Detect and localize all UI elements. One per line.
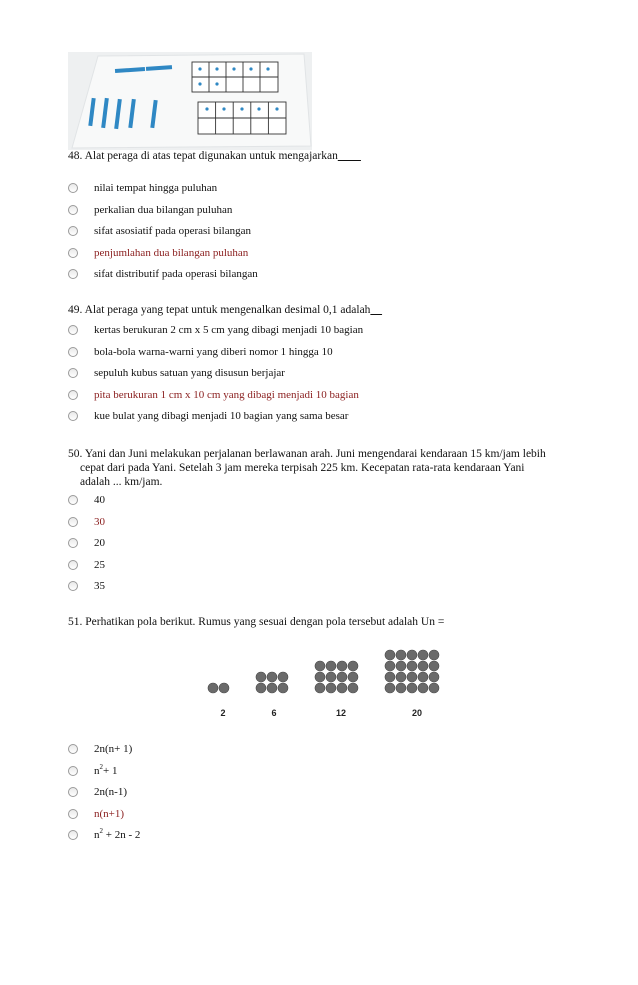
pattern-dot: [396, 661, 406, 671]
radio-button-icon[interactable]: [68, 581, 78, 591]
question-50-text: 50. Yani dan Juni melakukan perjalanan berlawanan arah. Juni mengendarai kendaraan 15 km/jam lebih cepat dari pada Yani. Setelah 3 jam mereka terpisah 225 km. Kecepatan rata-rata kendaraan Yani adalah ... km/jam.: [68, 448, 546, 488]
pattern-dot: [396, 672, 406, 682]
pattern-dot: [348, 683, 358, 693]
question-49-option-highlighted[interactable]: pita berukuran 1 cm x 10 cm yang dibagi menjadi 10 bagian: [68, 385, 588, 407]
question-48-option-highlighted[interactable]: penjumlahan dua bilangan puluhan: [68, 243, 588, 265]
radio-button-icon[interactable]: [68, 347, 78, 357]
pattern-dot: [348, 661, 358, 671]
question-49-option[interactable]: sepuluh kubus satuan yang disusun berjajar: [68, 363, 588, 385]
pattern-dot: [315, 672, 325, 682]
dot-group-3: [315, 661, 358, 693]
question-49-options: [68, 320, 588, 428]
pattern-label: 2: [220, 708, 226, 718]
radio-button-icon[interactable]: [68, 368, 78, 378]
question-48-option[interactable]: sifat distributif pada operasi bilangan: [68, 264, 588, 286]
pattern-dot: [418, 683, 428, 693]
question-50-option-highlighted[interactable]: 30: [68, 512, 588, 534]
pattern-dot: [407, 683, 417, 693]
radio-button-icon[interactable]: [68, 248, 78, 258]
question-49-option[interactable]: kue bulat yang dibagi menjadi 10 bagian yang sama besar: [68, 406, 588, 428]
question-51-options: [68, 739, 588, 847]
question-50-option[interactable]: 20: [68, 533, 588, 555]
question-51-option[interactable]: $n^2+ 1$: [68, 761, 588, 783]
pattern-label: 20: [411, 708, 423, 718]
question-51-option[interactable]: 2n(n+ 1): [68, 739, 588, 761]
pattern-dot: [267, 683, 277, 693]
pattern-dot: [326, 683, 336, 693]
question-48-text: 48. Alat peraga di atas tepat digunakan untuk mengajarkan____: [68, 150, 361, 162]
question-48-options: [68, 178, 588, 286]
place-value-grid-bottom: [198, 102, 286, 134]
radio-button-icon[interactable]: [68, 183, 78, 193]
radio-button-icon[interactable]: [68, 226, 78, 236]
dot-pattern-figure: [200, 636, 460, 726]
radio-button-icon[interactable]: [68, 809, 78, 819]
place-value-aid-figure: [68, 52, 312, 150]
pattern-dot: [326, 661, 336, 671]
pattern-dot: [315, 683, 325, 693]
pattern-dot: [418, 661, 428, 671]
radio-button-icon[interactable]: [68, 325, 78, 335]
pattern-dot: [418, 650, 428, 660]
question-51-text: 51. Perhatikan pola berikut. Rumus yang sesuai dengan pola tersebut adalah Un =: [68, 616, 445, 628]
question-51-option-highlighted[interactable]: n(n+1): [68, 804, 588, 826]
radio-button-icon[interactable]: [68, 269, 78, 279]
pattern-dot: [385, 683, 395, 693]
pattern-dot: [267, 672, 277, 682]
pattern-dot: [278, 672, 288, 682]
question-51-option[interactable]: $n^2 + 2n - 2$: [68, 825, 588, 847]
dot-group-1: [208, 683, 229, 693]
pattern-dot: [256, 683, 266, 693]
pattern-dot: [396, 650, 406, 660]
pattern-dot: [418, 672, 428, 682]
question-50-option[interactable]: 25: [68, 555, 588, 577]
question-48-option[interactable]: nilai tempat hingga puluhan: [68, 178, 588, 200]
pattern-dot: [278, 683, 288, 693]
dot-group-2: [256, 672, 288, 693]
question-49-text: 49. Alat peraga yang tepat untuk mengenalkan desimal 0,1 adalah__: [68, 304, 382, 316]
radio-button-icon[interactable]: [68, 495, 78, 505]
pattern-dot: [385, 661, 395, 671]
question-49-option[interactable]: bola-bola warna-warni yang diberi nomor 1 hingga 10: [68, 342, 588, 364]
pattern-label: 12: [335, 708, 347, 718]
pattern-dot: [429, 650, 439, 660]
pattern-dot: [429, 661, 439, 671]
pattern-dot: [407, 650, 417, 660]
question-48-option[interactable]: sifat asosiatif pada operasi bilangan: [68, 221, 588, 243]
question-50-option[interactable]: 40: [68, 490, 588, 512]
pattern-label: 6: [271, 708, 277, 718]
pattern-dot: [208, 683, 218, 693]
pattern-dot: [385, 672, 395, 682]
pattern-dot: [219, 683, 229, 693]
pattern-dot: [315, 661, 325, 671]
radio-button-icon[interactable]: [68, 411, 78, 421]
question-50-options: [68, 490, 588, 598]
radio-button-icon[interactable]: [68, 205, 78, 215]
question-51-option[interactable]: 2n(n-1): [68, 782, 588, 804]
radio-button-icon[interactable]: [68, 787, 78, 797]
pattern-dot: [337, 661, 347, 671]
pattern-dot: [429, 672, 439, 682]
pattern-dot: [256, 672, 266, 682]
pattern-dot: [407, 672, 417, 682]
pattern-dot: [407, 661, 417, 671]
pattern-dot: [348, 672, 358, 682]
pattern-dot: [396, 683, 406, 693]
pattern-dot: [429, 683, 439, 693]
pattern-dot: [337, 672, 347, 682]
radio-button-icon[interactable]: [68, 390, 78, 400]
pattern-dot: [326, 672, 336, 682]
radio-button-icon[interactable]: [68, 538, 78, 548]
radio-button-icon[interactable]: [68, 744, 78, 754]
radio-button-icon[interactable]: [68, 560, 78, 570]
radio-button-icon[interactable]: [68, 830, 78, 840]
pattern-dot: [337, 683, 347, 693]
question-49-option[interactable]: kertas berukuran 2 cm x 5 cm yang dibagi menjadi 10 bagian: [68, 320, 588, 342]
radio-button-icon[interactable]: [68, 766, 78, 776]
place-value-grid-top: [192, 62, 278, 92]
question-48-option[interactable]: perkalian dua bilangan puluhan: [68, 200, 588, 222]
radio-button-icon[interactable]: [68, 517, 78, 527]
dot-group-4: [385, 650, 439, 693]
pattern-dot: [385, 650, 395, 660]
question-50-option[interactable]: 35: [68, 576, 588, 598]
